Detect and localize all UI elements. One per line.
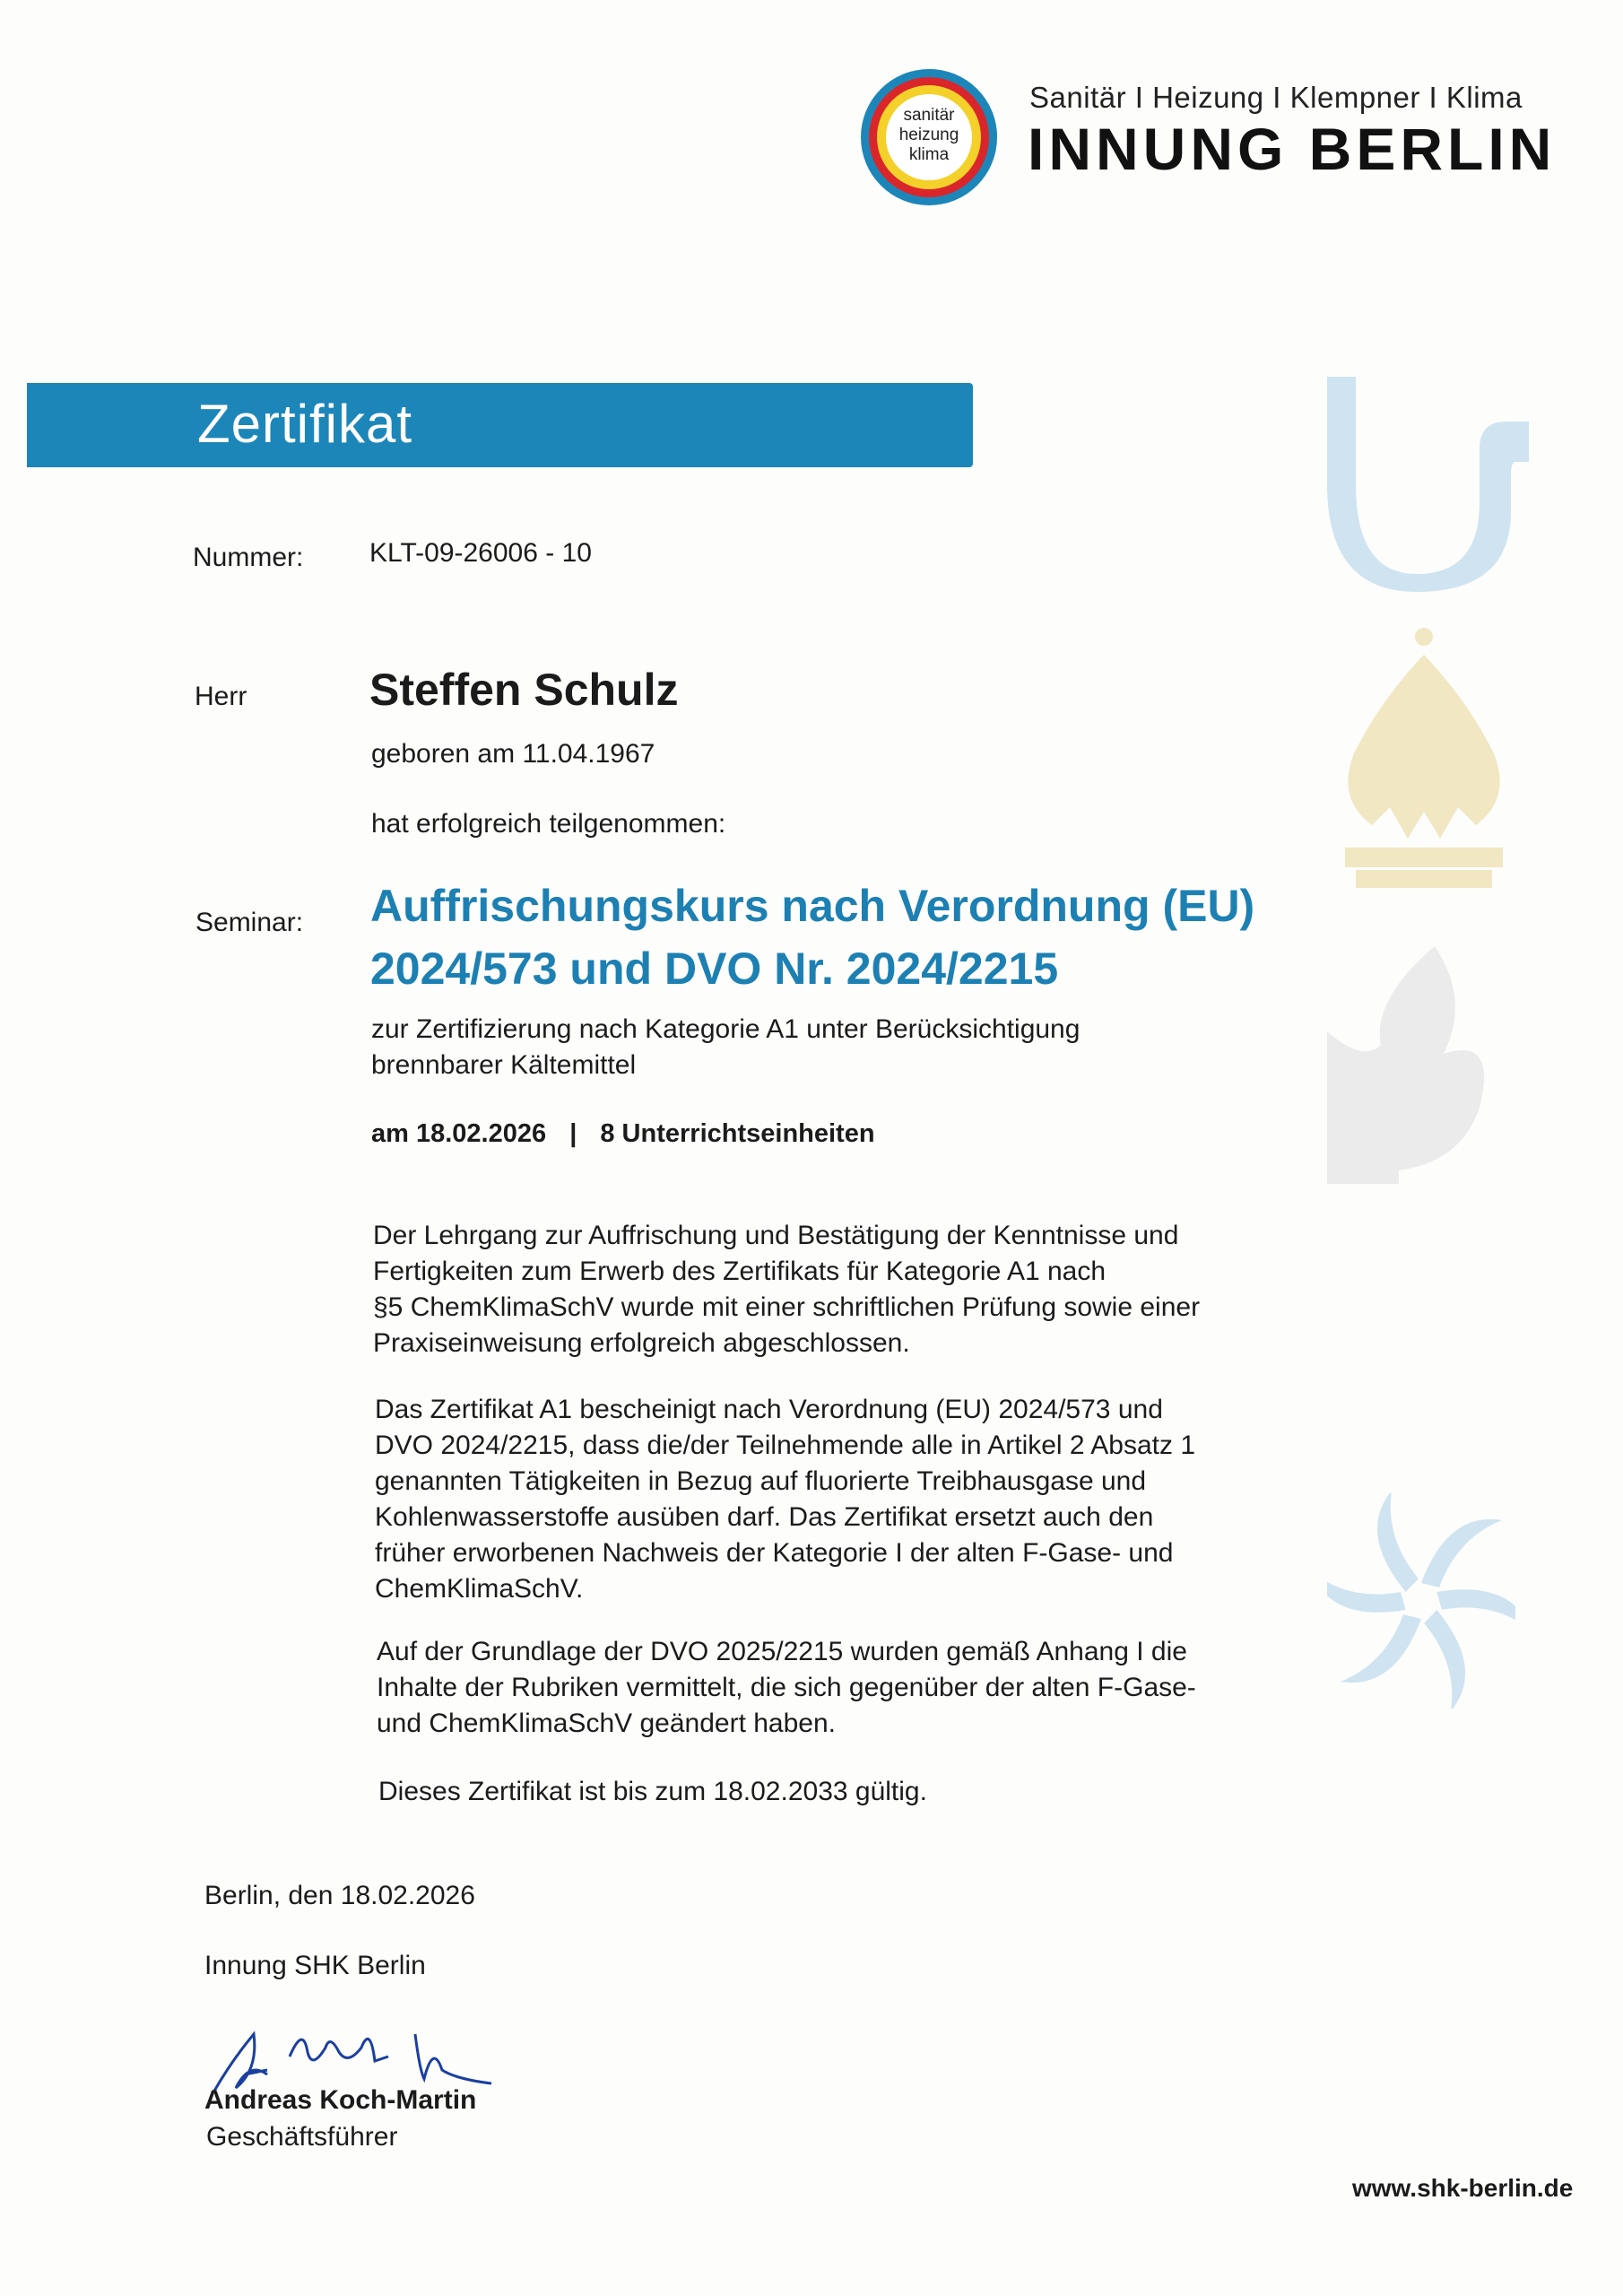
seminar-date: am 18.02.2026 — [371, 1119, 547, 1148]
place-date: Berlin, den 18.02.2026 — [204, 1881, 475, 1910]
seminar-date-units — [371, 1119, 875, 1149]
recipient-name: Steffen Schulz — [369, 665, 679, 715]
salutation: Herr — [195, 682, 247, 711]
separator: | — [569, 1119, 577, 1148]
radiator-dome-icon — [1327, 628, 1506, 897]
title-banner — [27, 383, 973, 467]
validity-text: Dieses Zertifikat ist bis zum 18.02.2033 gültig. — [378, 1777, 927, 1806]
logo-text: sanitär heizung klima — [898, 106, 959, 164]
signer-name: Andreas Koch-Martin — [204, 2085, 477, 2115]
header-org-name: INNUNG BERLIN — [1028, 116, 1557, 182]
body-paragraph-1: Der Lehrgang zur Auffrischung und Bestätigung der Kenntnisse und Fertigkeiten zum Erwerb des Zertifikats für Kategorie A1 nach §5 ChemKlimaSchV wurde mit einer schriftlichen Prüfung sowie einer Praxiseinweisung erfolgreich abgeschlossen. — [373, 1221, 1201, 1358]
body-paragraph-2: Das Zertifikat A1 bescheinigt nach Verordnung (EU) 2024/573 und DVO 2024/2215, dass die/der Teilnehmende alle in Artikel 2 Absatz 1 genannten Tätigkeiten in Bezug auf fluorierte Treibhausgase und Kohlenwasserstoffe ausüben darf. Das Zertifikat ersetzt auch den früher erworbenen Nachweis der Kategorie I der alten F-Gase- und ChemKlimaSchV. — [375, 1395, 1196, 1604]
body-paragraph-3: Auf der Grundlage der DVO 2025/2215 wurden gemäß Anhang I die Inhalte der Rubriken vermittelt, die sich gegenüber der alten F-Gase- und ChemKlimaSchV geändert haben. — [377, 1637, 1196, 1738]
seminar-label: Seminar: — [195, 908, 304, 937]
footer-url: www.shk-berlin.de — [1352, 2174, 1574, 2202]
birth-date: geboren am 11.04.1967 — [371, 739, 655, 769]
participation-text: hat erfolgreich teilgenommen: — [371, 809, 726, 839]
teaching-units: 8 Unterrichtseinheiten — [600, 1119, 875, 1148]
issuing-org: Innung SHK Berlin — [204, 1951, 426, 1980]
pipe-icon — [1327, 377, 1542, 592]
signer-role: Geschäftsführer — [206, 2122, 398, 2152]
seminar-title: Auffrischungskurs nach Verordnung (EU) 2024/573 und DVO Nr. 2024/2215 — [370, 881, 1255, 994]
page-title: Zertifikat — [197, 394, 413, 454]
fan-icon — [1327, 1493, 1515, 1709]
flame-icon — [1327, 946, 1506, 1184]
number-label: Nummer: — [193, 543, 304, 572]
seminar-subtitle: zur Zertifizierung nach Kategorie A1 unter Berücksichtigung brennbarer Kältemittel — [371, 1014, 1081, 1080]
number-value: KLT-09-26006 - 10 — [369, 538, 592, 568]
header-tagline: Sanitär I Heizung I Klempner I Klima — [1029, 81, 1523, 114]
